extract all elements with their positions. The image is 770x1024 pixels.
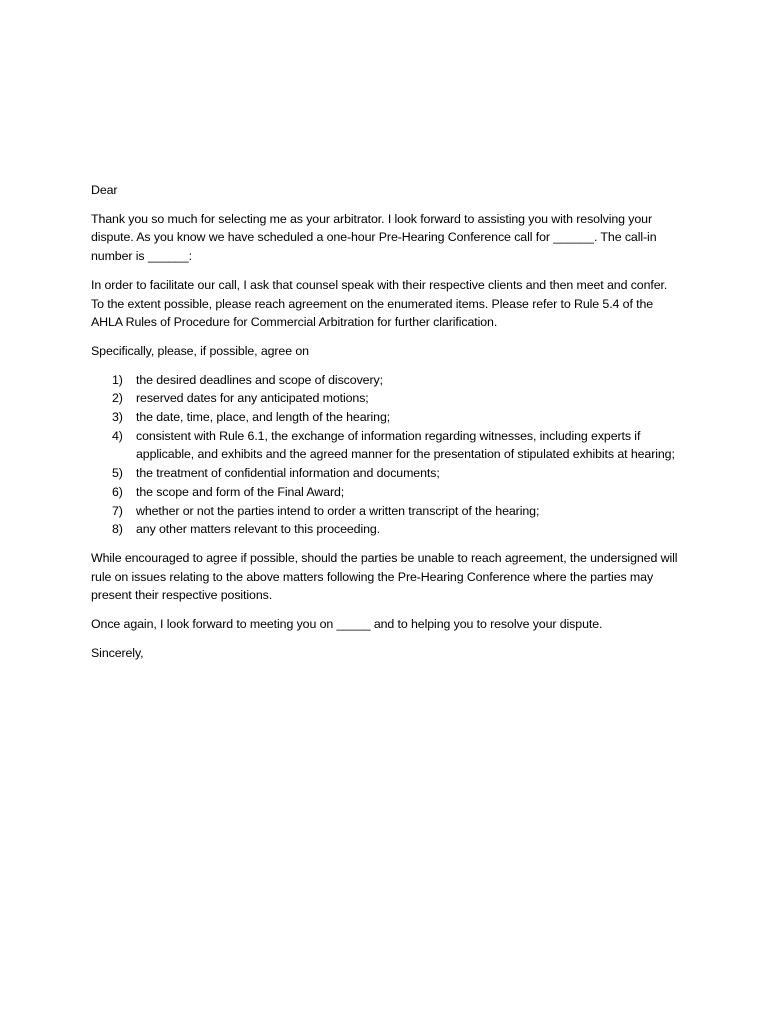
- list-item-text: the desired deadlines and scope of discovery;: [136, 372, 383, 387]
- closing-paragraph: Once again, I look forward to meeting you on _____ and to helping you to resolve your dispute.: [91, 617, 603, 632]
- list-item-number: 7): [112, 503, 123, 518]
- list-item-number: 4): [112, 428, 123, 443]
- list-item: [91, 389, 681, 408]
- list-item-number: 3): [112, 410, 123, 425]
- agreement-lead-in: Specifically, please, if possible, agree on: [91, 343, 309, 358]
- list-item-number: 5): [112, 466, 123, 481]
- list-item: [91, 427, 681, 464]
- sign-off: Sincerely,: [91, 645, 144, 660]
- list-item-text: the treatment of confidential information and documents;: [136, 466, 440, 481]
- instructions-paragraph: In order to facilitate our call, I ask that counsel speak with their respective clients and then meet and confer. To the extent possible, please reach agreement on the enumerated items. Please refer to Rule 5.4 of the AHLA Rules of Procedure for Commercial Arbitration for further clarification.: [91, 277, 668, 330]
- list-item: [91, 520, 681, 539]
- list-item-number: 2): [112, 391, 123, 406]
- list-item-number: 8): [112, 522, 123, 537]
- list-item-text: any other matters relevant to this proceeding.: [136, 522, 381, 537]
- intro-paragraph: Thank you so much for selecting me as your arbitrator. I look forward to assisting you with resolving your dispute. As you know we have scheduled a one-hour Pre-Hearing Conference call for ______. The call-in number is ______:: [91, 211, 657, 264]
- list-item-text: reserved dates for any anticipated motions;: [136, 391, 369, 406]
- agreement-items-list: [91, 371, 681, 539]
- ruling-paragraph: While encouraged to agree if possible, should the parties be unable to reach agreement, the undersigned will rule on issues relating to the above matters following the Pre-Hearing Conference where the parties may present their respective positions.: [91, 550, 678, 603]
- letter-body: [91, 181, 681, 672]
- list-item-text: whether or not the parties intend to order a written transcript of the hearing;: [136, 503, 540, 518]
- list-item-number: 6): [112, 484, 123, 499]
- list-item: [91, 464, 681, 483]
- list-item: [91, 502, 681, 521]
- list-item-text: consistent with Rule 6.1, the exchange of information regarding witnesses, including experts if applicable, and exhibits and the agreed manner for the presentation of stipulated exhibits at hearing;: [136, 428, 675, 462]
- list-item: [91, 408, 681, 427]
- list-item: [91, 371, 681, 390]
- list-item: [91, 483, 681, 502]
- list-item-number: 1): [112, 372, 123, 387]
- salutation: Dear: [91, 183, 118, 197]
- list-item-text: the scope and form of the Final Award;: [136, 484, 345, 499]
- list-item-text: the date, time, place, and length of the hearing;: [136, 410, 391, 425]
